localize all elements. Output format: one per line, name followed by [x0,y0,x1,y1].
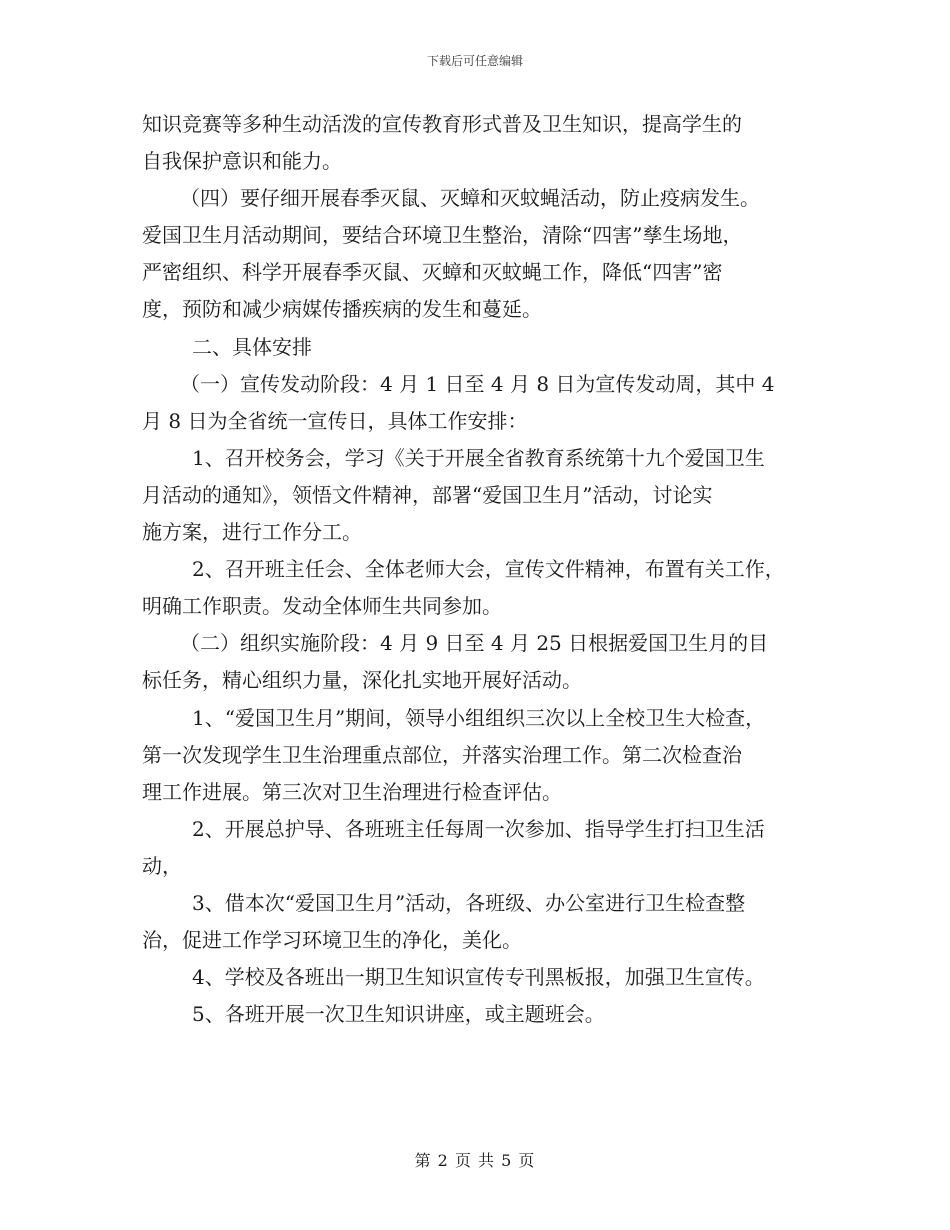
text-line: 1、召开校务会，学习《关于开展全省教育系统第十九个爱国卫生 [192,445,765,470]
paragraph [142,366,832,440]
text-line: 月 8 日为全省统一宣传日，具体工作安排： [142,408,528,433]
text-line: 明确工作职责。发动全体师生共同参加。 [142,594,502,619]
text-line: 知识竞赛等多种生动活泼的宣传教育形式普及卫生知识，提高学生的 [142,112,742,136]
paragraph [142,996,832,1033]
text-line: 标任务，精心组织力量，深化扎实地开展好活动。 [142,668,582,693]
text-line: 自我保护意识和能力。 [142,149,342,174]
text-line: 理工作进展。第三次对卫生治理进行检查评估。 [142,779,562,804]
text-line: 2、开展总护导、各班班主任每周一次参加、指导学生打扫卫生活 [192,816,765,841]
text-line: 施方案，进行工作分工。 [142,520,362,545]
text-line: 二、具体安排 [192,334,312,359]
text-line: 爱国卫生月活动期间，要结合环境卫生整治，清除“四害”孳生场地， [142,223,743,248]
paragraph [142,885,832,959]
text-line: 4、学校及各班出一期卫生知识宣传专刊黑板报，加强卫生宣传。 [192,965,765,990]
text-line: 3、借本次“爱国卫生月”活动，各班级、办公室进行卫生检查整 [192,890,746,915]
paragraph [142,440,832,551]
text-line: 5、各班开展一次卫生知识讲座，或主题班会。 [192,1002,605,1027]
page-header: 下载后可任意编辑 [426,54,523,68]
paragraph [142,700,832,811]
document-body [142,106,832,1033]
paragraph [142,106,832,180]
paragraph [142,811,832,885]
text-line: 月活动的通知》，领悟文件精神，部署“爱国卫生月”活动，讨论实 [142,482,713,507]
text-line: 2、召开班主任会、全体老师大会，宣传文件精神，布置有关工作， [192,557,785,582]
paragraph [142,625,832,699]
text-line: （四）要仔细开展春季灭鼠、灭蟑和灭蚊蝇活动，防止疫病发生。 [180,186,760,211]
text-line: 严密组织、科学开展春季灭鼠、灭蟑和灭蚊蝇工作，降低“四害”密 [142,260,723,285]
text-line: 1、“爱国卫生月”期间，领导小组组织三次以上全校卫生大检查， [192,705,766,730]
text-line: 治，促进工作学习环境卫生的净化，美化。 [142,928,522,953]
text-line: 第一次发现学生卫生治理重点部位，并落实治理工作。第二次检查治 [142,742,742,767]
text-line: 度，预防和减少病媒传播疾病的发生和蔓延。 [142,297,542,322]
text-line: 动， [142,853,182,878]
paragraph [142,180,832,328]
text-line: （二）组织实施阶段：4 月 9 日至 4 月 25 日根据爱国卫生月的目 [180,631,769,656]
page-footer: 第 2 页 共 5 页 [414,1151,536,1170]
paragraph [142,959,832,996]
text-line: （一）宣传发动阶段：4 月 1 日至 4 月 8 日为宣传发动周，其中 4 [180,371,775,396]
paragraph [142,551,832,625]
paragraph [142,329,832,366]
